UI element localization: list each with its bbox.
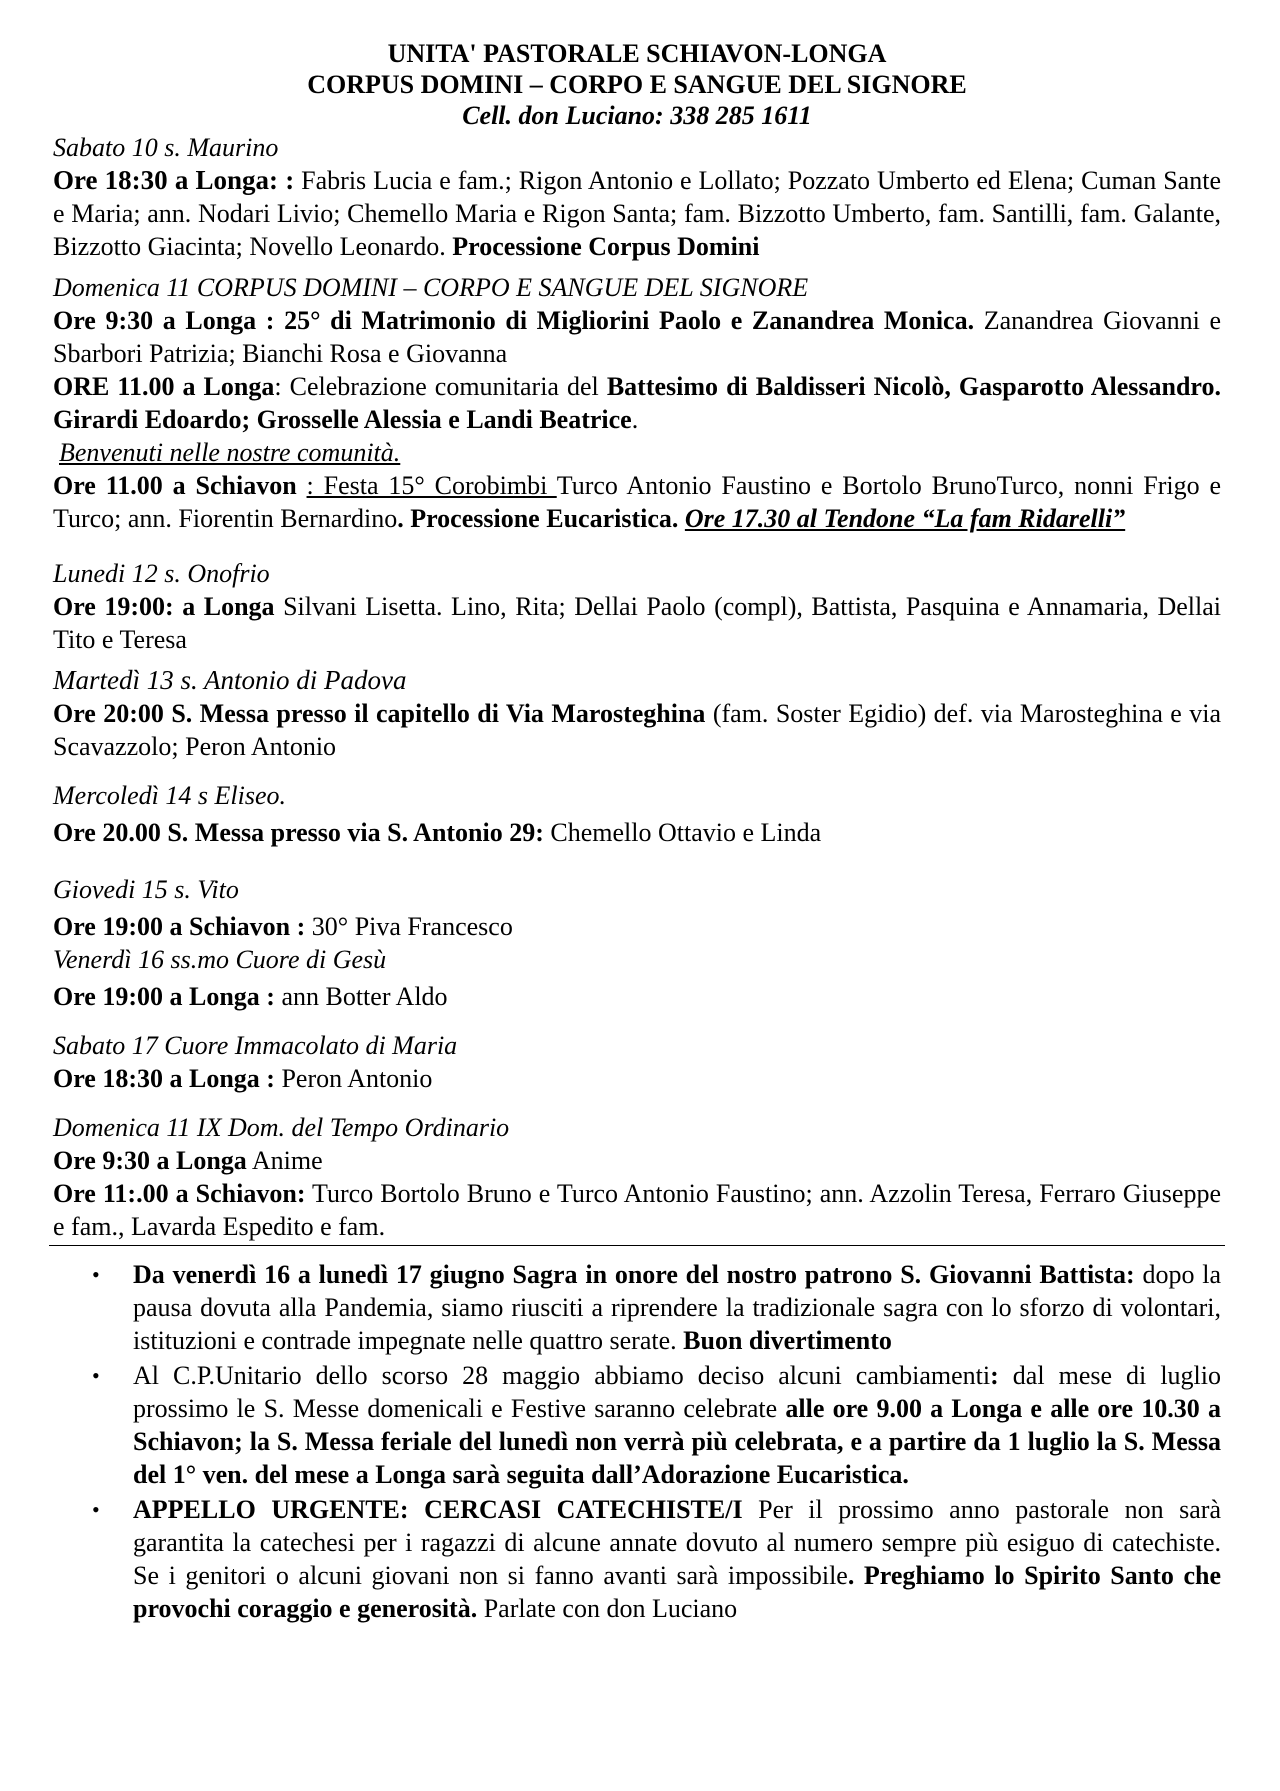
day-heading-fri16: Venerdì 16 ss.mo Cuore di Gesù [53, 945, 387, 974]
mass-intentions: Fabris Lucia e fam.; Rigon Antonio e Lollato; Pozzato Umberto ed Elena; Cuman Sante e Maria; ann. Nodari Livio; Chemello Maria e Rigon Santa; fam. Bizzotto Umberto, fam. Santilli, fam. Galante, Bizzotto Giacinta; Novello Leonardo. [53, 166, 1221, 261]
sagra-heading: Da venerdì 16 a lunedì 17 giugno Sagra in onore del nostro patrono S. Giovanni Battista: [133, 1260, 1135, 1289]
announcement-schedule-change [53, 1359, 1221, 1491]
tendone-event: Ore 17.30 al Tendone “La fam Ridarelli” [684, 504, 1126, 533]
mass-entry-sun11-1100-schiavon [53, 469, 1221, 535]
welcome-note [53, 436, 1221, 469]
announcement-sagra [53, 1258, 1221, 1357]
mass-time: Ore 19:00: a Longa [53, 592, 275, 621]
mass-intentions: Turco Antonio Faustino e Bortolo BrunoTurco, nonni Frigo e Turco; ann. Fiorentin Bernardino [53, 471, 1221, 533]
bulletin-page [53, 38, 1221, 1627]
mass-intentions: 30° Piva Francesco [305, 912, 513, 941]
mass-intentions: Peron Antonio [274, 1064, 433, 1093]
sagra-closing: Buon divertimento [683, 1326, 892, 1355]
mass-time: Ore 18:30 a Longa: : [53, 165, 295, 195]
mass-time: Ore 19:00 a Longa : [53, 982, 275, 1011]
header-subtitle: CORPUS DOMINI – CORPO E SANGUE DEL SIGNORE [307, 70, 967, 99]
welcome-text: Benvenuti nelle nostre comunità. [59, 438, 401, 467]
section-divider [49, 1245, 1225, 1246]
header-title: UNITA' PASTORALE SCHIAVON-LONGA [387, 39, 887, 68]
appeal-heading: APPELLO URGENTE: CERCASI CATECHISTE/I [133, 1495, 743, 1524]
day-heading-sun-ix: Domenica 11 IX Dom. del Tempo Ordinario [53, 1113, 510, 1142]
mass-entry-thu15 [53, 910, 1221, 943]
mass-time: Ore 19:00 a Schiavon : [53, 912, 306, 941]
procession-note: Processione Corpus Domini [452, 232, 760, 261]
mass-intentions: (fam. Soster Egidio) def. via Marosteghina e via Scavazzolo; Peron Antonio [53, 699, 1222, 761]
announcements-list [53, 1258, 1221, 1625]
bullet-icon: • [92, 1363, 100, 1388]
mass-intentions: Zanandrea Giovanni e Sbarbori Patrizia; Bianchi Rosa e Giovanna [53, 306, 1221, 368]
mass-intentions: Chemello Ottavio e Linda [543, 818, 822, 847]
mass-intentions: Turco Bortolo Bruno e Turco Antonio Faustino; ann. Azzolin Teresa, Ferraro Giuseppe e fam., Lavarda Espedito e fam. [53, 1179, 1222, 1241]
mass-time: Ore 18:30 a Longa : [53, 1064, 275, 1093]
bullet-icon: • [92, 1497, 100, 1522]
mass-entry-fri16 [53, 980, 1221, 1013]
schedule-intro: Al C.P.Unitario dello scorso 28 maggio abbiamo deciso alcuni cambiamenti [133, 1361, 991, 1390]
day-heading-mon12: Lunedi 12 s. Onofrio [53, 559, 270, 588]
mass-entry-sun-ix-1100 [53, 1177, 1221, 1243]
mass-time: ORE 11.00 a Longa [53, 372, 275, 401]
mass-entry-sun11-1100-longa [53, 370, 1221, 436]
appeal-prayer: . Preghiamo lo Spirito Santo che provochi coraggio e generosità. [133, 1561, 1221, 1623]
mass-time: Ore 11.00 a Schiavon [53, 471, 307, 500]
mass-entry-tue13 [53, 697, 1221, 763]
schedule-details: alle ore 9.00 a Longa e alle ore 10.30 a Schiavon; la S. Messa feriale del lunedì non verrà più celebrata, e a partire da 1 luglio la S. Messa del 1° ven. del mese a Longa sarà seguita dall’Adorazione Eucaristica. [133, 1394, 1221, 1489]
sagra-text: dopo la pausa dovuta alla Pandemia, siamo riusciti a riprendere la tradizionale sagra con lo sforzo di volontari, istituzioni e contrade impegnate nelle quattro serate. [133, 1260, 1221, 1355]
mass-entry-wed14 [53, 816, 1221, 849]
festa-note: : Festa 15° Corobimbi [306, 471, 557, 500]
appeal-text: Per il prossimo anno pastorale non sarà garantita la catechesi per i ragazzi di alcune annate dovuto al numero sempre più esiguo di catechiste. Se i genitori o alcuni giovani non si fanno avanti sarà impossibile [133, 1495, 1222, 1590]
mass-time: Ore 9:30 a Longa : 25° di Matrimonio di Migliorini Paolo e Zanandrea Monica. [53, 306, 975, 335]
mass-entry-sat10 [53, 164, 1221, 263]
announcement-catechists [53, 1493, 1221, 1625]
mass-time: Ore 20:00 S. Messa presso il capitello di Via Marosteghina [53, 699, 706, 728]
bullet-icon: • [92, 1262, 100, 1287]
schedule-text: dal mese di luglio prossimo le S. Messe domenicali e Festive saranno celebrate [133, 1361, 1221, 1423]
day-heading-sat10: Sabato 10 s. Maurino [53, 133, 279, 162]
mass-entry-sun11-930 [53, 304, 1221, 370]
day-heading-wed14: Mercoledì 14 s Eliseo. [53, 781, 286, 810]
mass-intentions: Anime [246, 1146, 323, 1175]
baptism-names: Battesimo di Baldisseri Nicolò, Gasparotto Alessandro. Girardi Edoardo; Grosselle Alessia e Landi Beatrice [53, 372, 1221, 434]
procession-note: . Processione Eucaristica. [397, 504, 685, 533]
day-heading-sat17: Sabato 17 Cuore Immacolato di Maria [53, 1031, 458, 1060]
day-heading-tue13: Martedì 13 s. Antonio di Padova [53, 665, 407, 695]
mass-time: Ore 9:30 a Longa [53, 1146, 247, 1175]
mass-entry-mon12 [53, 590, 1221, 656]
mass-intentions: ann Botter Aldo [274, 982, 448, 1011]
period: . [631, 405, 639, 434]
day-heading-thu15: Giovedi 15 s. Vito [53, 875, 239, 904]
colon: : [990, 1361, 999, 1390]
appeal-contact: Parlate con don Luciano [477, 1594, 738, 1623]
header-phone: Cell. don Luciano: 338 285 1611 [462, 101, 812, 130]
day-heading-sun11: Domenica 11 CORPUS DOMINI – CORPO E SANGUE DEL SIGNORE [53, 273, 809, 302]
mass-entry-sat17 [53, 1062, 1221, 1095]
mass-time: Ore 11:.00 a Schiavon: [53, 1179, 306, 1208]
mass-time: Ore 20.00 S. Messa presso via S. Antonio 29: [53, 818, 544, 847]
mass-entry-sun-ix-930 [53, 1144, 1221, 1177]
mass-description: : Celebrazione comunitaria del [274, 372, 607, 401]
mass-intentions: Silvani Lisetta. Lino, Rita; Dellai Paolo (compl), Battista, Pasquina e Annamaria, Dellai Tito e Teresa [53, 592, 1221, 654]
